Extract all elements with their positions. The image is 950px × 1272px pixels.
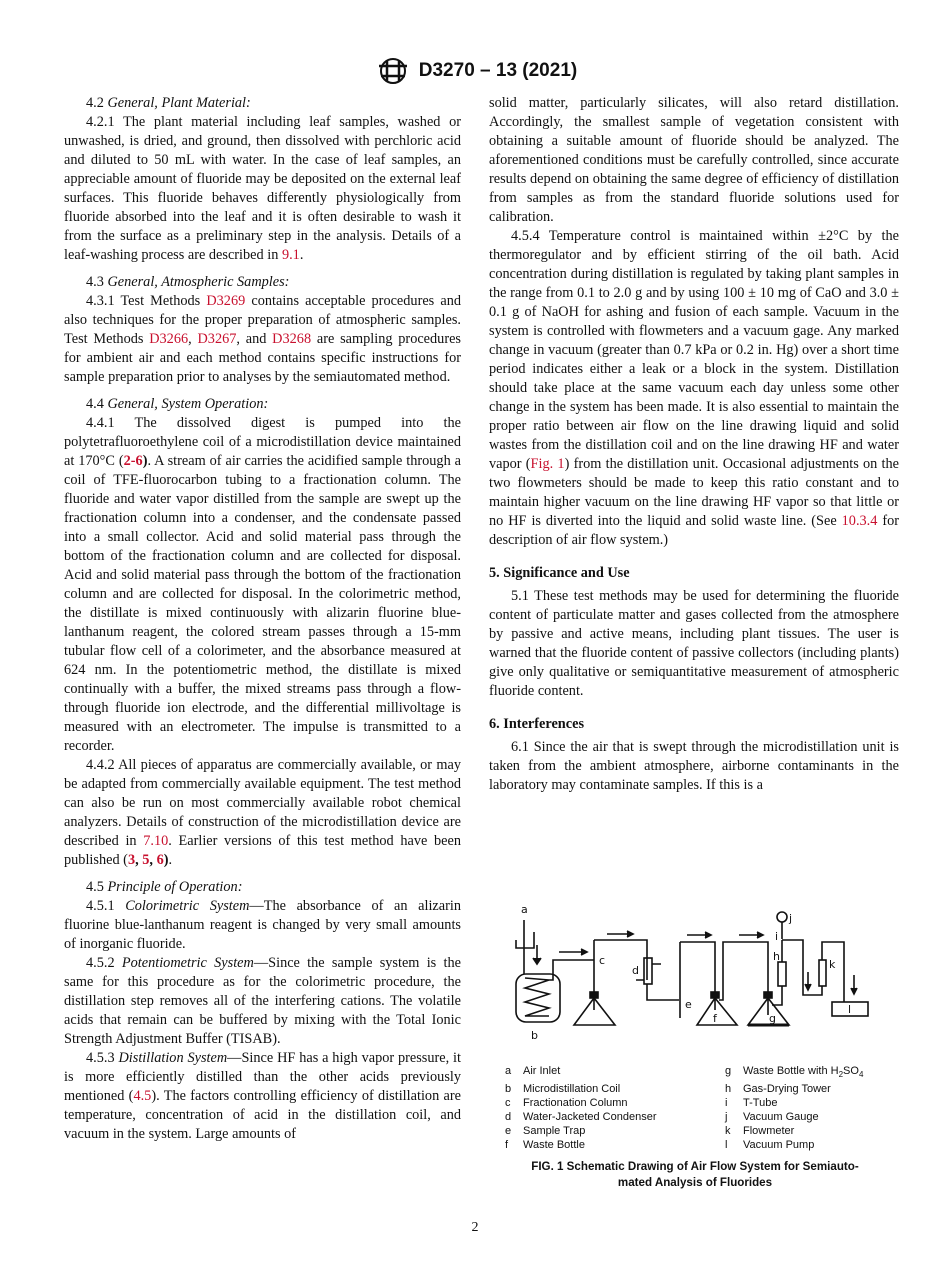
text-run: —The absorbance of an alizarin fluorine blue-lanthanum reagent is changed by very small amounts of inorganic fluoride. [64,898,462,952]
text-run: . Earlier versions of this test method have been published ( [64,833,461,868]
cross-reference-link[interactable]: 4.5 [133,1088,152,1104]
paragraph [64,113,461,265]
cross-reference-link[interactable]: D3266 [149,331,189,347]
text-run: 4.4.2 All pieces of apparatus are commercially available, or may be adapted from commercially available equipment. The test method can also be run on most commercially available robot chemical analyzers. Details of construction of the microdistillation device are described in [64,757,461,849]
text-run: Colorimetric System [125,898,250,914]
text-run: , [188,331,198,347]
text-run: 4.3.1 Test Methods [86,293,207,309]
subsection-heading [64,878,461,897]
text-run: Principle of Operation: [107,879,243,895]
formula-part: 2 [838,1070,844,1080]
legend-label: Flowmeter [743,1125,795,1138]
caption-line: FIG. 1 Schematic Drawing of Air Flow System for Semiauto- [531,1160,859,1173]
text-run: ) [142,453,148,469]
cross-reference-link[interactable]: 7.10 [143,833,169,849]
legend-label: Fractionation Column [523,1097,628,1110]
legend-label: Microdistillation Coil [523,1083,621,1096]
text-run: contains acceptable procedures and also techniques for the proper preparation of atmospheric samples. Test Methods [64,293,461,347]
text-run: 4.5.4 Temperature control is maintained within ±2°C by the thermoregulator and by efficient stirring of the oil bath. Acid concentration during distillation is regulated by taking plant samples in the range from 0.1 to 2.0 g and by using 100 ± 10 mg of CaO and 3.0 ± 0.1 g of NaOH for ashing and fusion of each sample. Vacuum in the system is controlled with flowmeters and a vacuum gage. Any marked change in vacuum (greater than 0.7 kPa or 0.2 in. Hg) over a short time period indicates either a leak or a block in the system. Distillation should take place at the same vacuum each day unless some other change in the system has been made. It is also essential to maintain the proper ratio between air flow on the line drawing liquid and solid wastes from the distillation coil and on the line drawing HF and water vapor ( [489,228,899,472]
label-d: d [632,964,639,977]
cross-reference-link[interactable]: 6 [156,852,164,868]
label-g: g [769,1012,776,1025]
paragraph [489,587,899,701]
label-c: c [599,954,606,967]
text-run: 6. Interferences [489,716,585,732]
cross-reference-link[interactable]: Fig. 1 [530,456,565,472]
label-i: i [775,930,779,943]
cross-reference-link[interactable]: D3267 [197,331,237,347]
legend-label: Vacuum Gauge [743,1111,819,1124]
text-run: ) [163,852,169,868]
legend-key: e [505,1125,512,1138]
text-run: ). The factors controlling efficiency of distillation are temperature, concentration of acid in the distillation coil, and vacuum in the system. Large amounts of [64,1088,461,1142]
text-run: 4.5.2 [86,955,122,971]
legend-text [523,1096,725,1110]
legend-label: T-Tube [743,1097,778,1110]
legend-key: i [725,1097,728,1110]
label-a: a [521,903,528,916]
text-run: 6.1 Since the air that is swept through the microdistillation unit is taken from the ambient atmosphere, airborne contaminants in the laboratory may contaminate samples. If this is a [489,739,899,793]
cross-reference-link[interactable]: 9.1 [281,247,300,263]
text-run: . [168,852,173,868]
subsection-heading [64,395,461,414]
paragraph [489,227,899,550]
subsection-heading [64,273,461,292]
formula-part: 4 [858,1070,864,1080]
legend-label: Waste Bottle [523,1139,585,1152]
paragraph [64,414,461,756]
legend-key: j [725,1111,728,1124]
legend-label: Waste Bottle with H [743,1065,839,1077]
legend-key: g [725,1065,732,1077]
legend-label: Sample Trap [523,1125,586,1138]
figure-1-schematic [489,900,899,1065]
legend-text [523,1124,725,1138]
page-header [0,56,950,86]
figure-caption [500,1159,890,1191]
legend-key: c [505,1097,511,1110]
cross-reference-link[interactable]: D3269 [206,293,246,309]
legend-key: h [725,1083,732,1096]
text-run: 4.4 [86,396,108,412]
text-run: , and [236,331,273,347]
paragraph [489,94,899,227]
text-run: 4.5 [86,879,108,895]
legend-key: f [505,1139,509,1152]
legend-label: Vacuum Pump [743,1139,815,1152]
paragraph [64,292,461,387]
text-run: Potentiometric System [121,955,254,971]
cross-reference-link[interactable]: 5 [142,852,150,868]
cross-reference-link[interactable]: 10.3.4 [841,513,878,529]
label-k: k [829,958,836,971]
paragraph [489,738,899,795]
cross-reference-link[interactable]: 3 [127,852,136,868]
label-b: b [531,1029,538,1042]
legend-key: b [505,1083,512,1096]
label-l: l [848,1003,852,1016]
legend-text [523,1064,725,1082]
text-run: 4.2.1 The plant material including leaf samples, washed or unwashed, is dried, and ground, then dissolved with perchloric acid and diluted to 50 mL with water. In the case of leaf samples, an appreciable amount of fluoride may be deposited on the external leaf surfaces. This fluoride behaves differently physiologically from fluoride absorbed into the leaf and it is often desirable to wash it from the surface as a preliminary step in the analysis. Details of a leaf-washing process are described in [64,114,461,263]
legend-text [523,1138,725,1152]
legend-key: l [725,1139,728,1152]
legend-key: k [725,1125,731,1138]
legend-key: a [505,1065,512,1077]
label-h: h [773,950,780,963]
text-run: Distillation System [118,1050,228,1066]
paragraph [64,897,461,954]
text-run: 5. Significance and Use [489,565,630,581]
figure-legend [505,1064,895,1152]
cross-reference-link[interactable]: D3268 [272,331,312,347]
caption-line: mated Analysis of Fluorides [617,1176,773,1189]
text-run: General, Plant Material: [107,95,251,111]
paragraph [64,756,461,870]
label-e: e [685,998,692,1011]
legend-text [743,1124,893,1138]
paragraph [64,954,461,1049]
legend-text [523,1110,725,1124]
page-number: 2 [471,1220,479,1235]
label-j: j [789,912,793,925]
legend-label: Gas-Drying Tower [743,1083,831,1096]
text-run: 4.2 [86,95,108,111]
legend-text [743,1110,893,1124]
text-run: , [135,852,143,868]
document-designation: D3270 – 13 (2021) [418,60,578,81]
legend-text [743,1064,893,1082]
text-run: 4.5.1 [86,898,126,914]
label-f: f [713,1012,717,1025]
legend-key: d [505,1111,512,1124]
legend-label: Water-Jacketed Condenser [523,1111,657,1124]
text-run: ) from the distillation unit. Occasional adjustments on the two flowmeters should be made to keep this ratio constant and to maintain higher vacuum on the line drawing HF vapor so that little or no HF is diverted into the liquid and solid waste line. (See [489,456,899,529]
text-run: are sampling procedures for ambient air and each method contains specific instructions for sample preparation prior to analyses by the semiautomated method. [64,331,461,385]
subsection-heading [64,94,461,113]
text-run: General, Atmospheric Samples: [107,274,290,290]
text-run: —Since the sample system is the same for this procedure as for the colorimetric procedure, the distillation step removes all of the interfering cations. The volatile acids that remain can be buffered by mixing with the Total Ionic Strength Adjustment Buffer (TISAB). [64,955,461,1047]
section-heading [489,564,899,583]
left-column [64,94,461,1144]
legend-text [743,1082,893,1096]
legend-text [743,1096,893,1110]
legend-text [743,1138,893,1152]
text-run: —Since HF has a high vapor pressure, it is more efficiently distilled than the other acids previously mentioned ( [64,1050,461,1104]
astm-logo-icon [373,56,413,86]
text-run: 4.4.1 The dissolved digest is pumped into the polytetrafluoroethylene coil of a microdistillation device maintained at 170°C ( [64,415,461,469]
text-run: . A stream of air carries the acidified sample through a coil of TFE-fluorocarbon tubing to a fractionation column. The fluoride and water vapor distilled from the sample are swept up the fractionation column into a condenser, and the condensate passed into a small collector. Acid and solid material pass through the bottom of the fractionation column and are collected for disposal. Acid and solid material pass through the bottom of the fractionation column and are collected for disposal. In the colorimetric method, the distillate is mixed continuously with alizarin fluorine blue-lanthanum reagent, the colored stream passes through a 15-mm tubular flow cell of a colorimeter, and the absorbance measured at 624 nm. In the potentiometric method, the distillate is mixed continually with a buffer, the mixed streams pass through a flow-through fluoride ion electrode, and the differential millivoltage is measured with an electrometer. The impulse is transmitted to a recorder. [64,453,461,754]
cross-reference-link[interactable]: 2-6 [123,453,143,469]
formula-part: SO [843,1065,859,1077]
legend-label: Air Inlet [523,1065,561,1077]
text-run: , [149,852,157,868]
text-run: General, System Operation: [107,396,269,412]
right-column [489,94,899,795]
text-run: 4.3 [86,274,108,290]
text-run: . [299,247,304,263]
text-run: 5.1 These test methods may be used for determining the fluoride content of particulate matter and gases collected from the atmosphere by passive and active means, including plant tissues. The user is warned that the fluoride content of passive collectors (including plants) give only qualitative or semiquantitative measurement of atmospheric fluoride content. [489,588,899,699]
text-run: 4.5.3 [86,1050,119,1066]
paragraph [64,1049,461,1144]
section-heading [489,715,899,734]
text-run: for description of air flow system.) [489,513,899,548]
legend-text [523,1082,725,1096]
text-run: solid matter, particularly silicates, will also retard distillation. Accordingly, the smallest sample of vegetation consistent with obtaining a suitable amount of fluoride should be analyzed. The aforementioned conditions must be carefully controlled, since accurate results depend on obtaining the same degree of efficiency of distillation from samples as from the standard fluoride solutions used for calibration. [489,95,899,225]
